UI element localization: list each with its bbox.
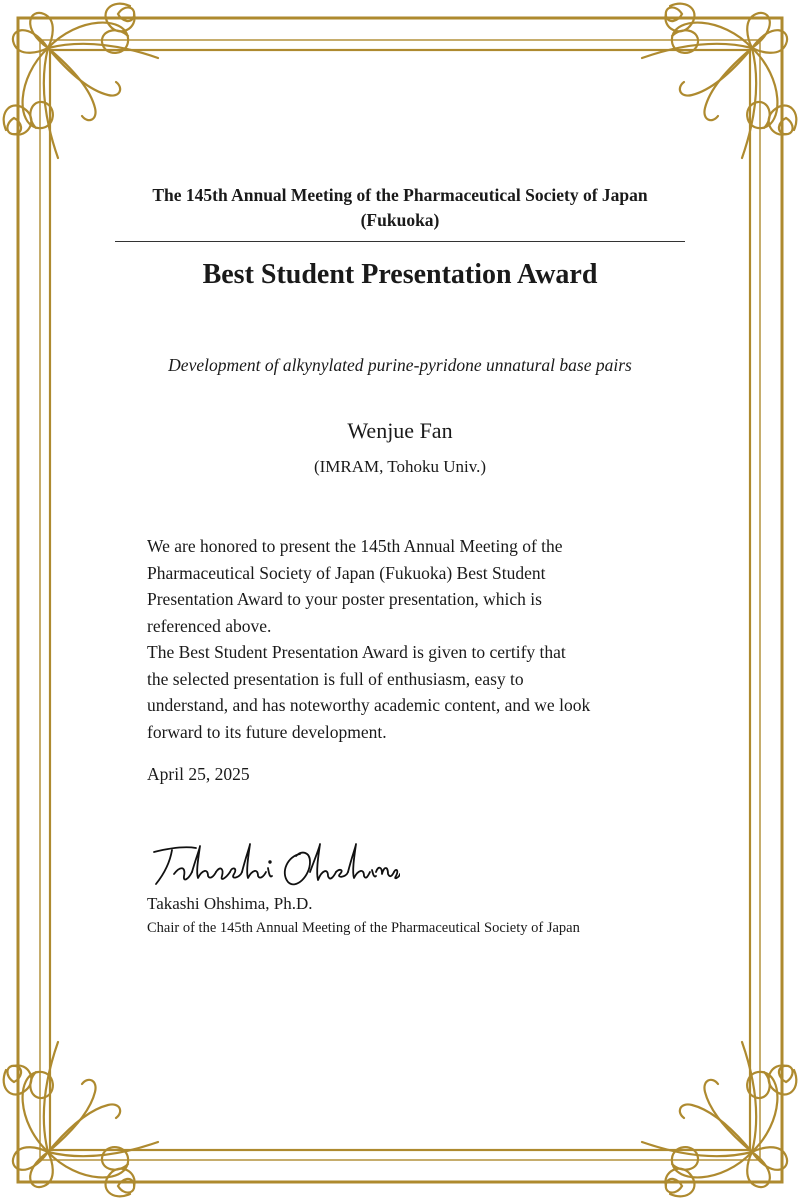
statement-line: understand, and has noteworthy academic content, and we look (147, 695, 591, 715)
signer-title: Chair of the 145th Annual Meeting of the Pharmaceutical Society of Japan (147, 920, 580, 936)
meeting-heading (100, 183, 700, 233)
statement-line: Presentation Award to your poster presentation, which is (147, 589, 542, 609)
award-title: Best Student Presentation Award (202, 259, 598, 290)
award-statement (147, 533, 667, 745)
statement-line: referenced above. (147, 615, 272, 636)
meeting-title-line: The 145th Annual Meeting of the Pharmaceutical Society of Japan (152, 185, 648, 205)
award-date: April 25, 2025 (147, 764, 250, 784)
recipient-name: Wenjue Fan (347, 418, 453, 443)
signer-name: Takashi Ohshima, Ph.D. (147, 894, 313, 913)
statement-line: We are honored to present the 145th Annual Meeting of the (147, 536, 563, 556)
statement-line: forward to its future development. (147, 721, 387, 742)
statement-line: the selected presentation is full of enthusiasm, easy to (147, 668, 524, 689)
presentation-title: Development of alkynylated purine-pyridone unnatural base pairs (168, 355, 632, 375)
heading-divider (115, 241, 685, 242)
recipient-affiliation: (IMRAM, Tohoku Univ.) (313, 457, 487, 476)
statement-line: The Best Student Presentation Award is given to certify that (147, 642, 566, 662)
meeting-location-line: (Fukuoka) (360, 210, 440, 230)
handwritten-signature (150, 838, 400, 893)
statement-line: Pharmaceutical Society of Japan (Fukuoka) Best Student (147, 562, 546, 583)
